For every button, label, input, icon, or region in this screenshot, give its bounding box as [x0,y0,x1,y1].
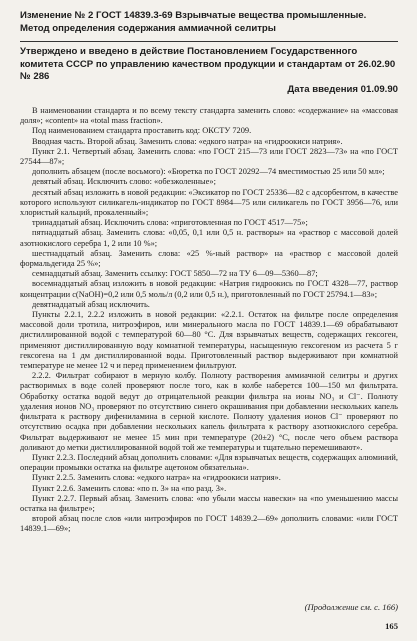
paragraph: тринадцатый абзац. Исключить слова: «приготовленная по ГОСТ 4517—75»; [32,218,308,228]
paragraph: Пункт 2.2.5. Заменить слова: «едкого натра» на «гидроокиси натрия». [32,473,281,483]
paragraph: Под наименованием стандарта проставить код: ОКСТУ 7209. [32,126,252,136]
paragraph: Пункт 2.1. Четвертый абзац. Заменить слова: «по ГОСТ 215—73 или ГОСТ 2823—73» на «по ГОСТ 27544—87»; [20,146,398,167]
approval-block [20,41,398,96]
paragraph: 2.2.2. Фильтрат собирают в мерную колбу. Полноту растворения аммиачной селитры и других растворимых в воде солей проверяют после того, как в колбе наберется 100—150 мл фильтрата. Обработку остатка водой ведут до отрицательной реакции фильтра на ионы NO₃ и Cl⁻. Полноту удаления ионов NO₃ проверяют по отсутствию синего окрашивания при добавлении нескольких капель фильтрата к раствору дифениламина в серной кислоте. Полноту удаления ионов Cl⁻ проверяют по отсутствию осадка при добавлении нескольких капель фильтрата к раствору азотнокислого серебра. Фильтрат выдерживают не менее 15 мин при температуре (20±2) °С, после чего объем раствора доливают до метки дистиллированной водой той же температуры и тщательно перемешивают». [20,371,398,452]
page-title: Изменение № 2 ГОСТ 14839.3-69 Взрывчатые вещества промышленные. Метод определения содержания аммиачной селитры [20,10,367,34]
body-text [20,106,398,535]
page-number: 165 [385,621,398,631]
continuation-note: (Продолжение см. с. 166) [304,602,398,612]
paragraph: дополнить абзацем (после восьмого): «Бюретка по ГОСТ 20292—74 вместимостью 25 или 50 мл»; [32,167,385,177]
paragraph: шестнадцатый абзац. Заменить слова: «25 %-ный раствор» на «раствор с массовой долей формальдегида 25 %»; [20,248,398,269]
paragraph: Пункт 2.2.7. Первый абзац. Заменить слова: «по убыли массы навески» на «по уменьшению массы остатка на фильтре»; [20,493,398,513]
paragraph: Вводная часть. Второй абзац. Заменить слова: «едкого натра» на «гидроокиси натрия». [32,136,343,146]
paragraph: Пункт 2.2.6. Заменить слова: «по п. 3» на «по разд. 3». [32,483,227,493]
approval-text: Утверждено и введено в действие Постановлением Государственного комитета СССР по управлению качеством продукции и стандартам от 26.02.90 № 286 [20,46,396,82]
paragraph: Пункт 2.2.3. Последний абзац дополнить словами: «Для взрывчатых веществ, содержащих алюминий, операции промывки остатка на фильтре ацетоном обязательна». [20,452,398,473]
paragraph: восемнадцатый абзац изложить в новой редакции: «Натрия гидроокись по ГОСТ 4328—77, раствор концентрации c(NaOH)=0,2 или 0,5 моль/л (0,2 или 0,5 н.), приготовленный по ГОСТ 25794.1—83»; [20,279,398,299]
paragraph: Пункты 2.2.1, 2.2.2 изложить в новой редакции: «2.2.1. Остаток на фильтре после определения массовой доли тротила, нитроэфиров, или минерального масла по ГОСТ 14839.1—69 обрабатывают дистиллированной водой с температурой 60—80 °С. Для взрывчатых веществ, содержащих гексоген, применяют дистиллированную воду комнатной температуры, насыщенную гексогеном из расчета 5 г гексогена на 1 дм дистиллированной воды. Приготовленный раствор выдерживают при комнатной температуре не менее 12 ч и перед применением фильтруют. [20,310,398,371]
paragraph: второй абзац после слов «или нитроэфиров по ГОСТ 14839.2—69» дополнить словами: «или ГОСТ 14839.1—69»; [20,514,398,534]
paragraph: семнадцатый абзац. Заменить ссылку: ГОСТ 5850—72 на ТУ 6—09—5360—87; [32,269,318,279]
paragraph: девятый абзац. Исключить слово: «обезжоленные»; [32,177,216,187]
effective-date: Дата введения 01.09.90 [287,83,398,95]
paragraph: В наименовании стандарта и по всему тексту стандарта заменить слово: «содержание» на «массовая доля»; «content» на «total mass fraction». [20,106,398,126]
paragraph: пятнадцатый абзац. Заменить слова: «0,05, 0,1 или 0,5 н. растворы» на «раствор с массовой долей азотнокислого серебра 1, 2 или 10 %»; [20,228,398,248]
paragraph: десятый абзац изложить в новой редакции: «Эксикатор по ГОСТ 25336—82 с адсорбентом, в качестве которого используют силикагель-индикатор по ГОСТ 8984—75 или силикагель по ГОСТ 3956—76, или хлористый кальций, прокаленный»; [20,187,398,218]
paragraph: девятнадцатый абзац исключить. [32,299,150,309]
